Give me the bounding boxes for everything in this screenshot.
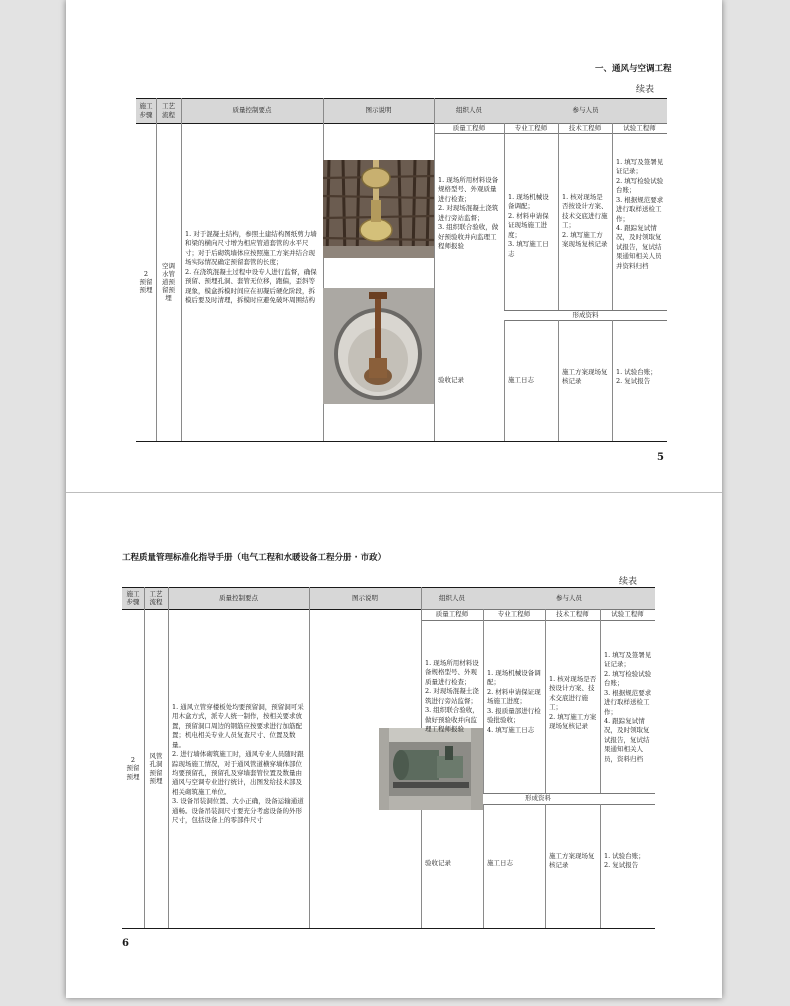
test-engineer-duties: 1. 填写及签署见证记录； 2. 填写检验试验台账； 3. 根据规范要求进行取样送检工作； 4. 跟踪复试情况，及时领取复试报告，复试结果通知相关人员并资料归档 <box>616 158 664 270</box>
table-col-line <box>309 587 310 928</box>
page-number: 6 <box>122 938 129 949</box>
form-record: 施工方案现场复核记录 <box>562 368 608 386</box>
header-professional-engineer: 专业工程师 <box>514 123 548 132</box>
page-divider <box>66 492 722 493</box>
technical-engineer-duties: 1. 核对现场是否按设计方案、技术交底进行施工； 2. 填写施工方案现场复核记录 <box>549 675 597 731</box>
page-number: 5 <box>657 452 664 463</box>
header-step: 施工 步骤 <box>139 102 153 119</box>
form-record: 施工日志 <box>487 859 513 867</box>
quality-table-top <box>136 98 667 443</box>
header-participants: 参与人员 <box>556 593 582 602</box>
header-process: 工艺 流程 <box>149 589 163 606</box>
process-cell: 空调 水管 道预 留预 埋 <box>162 261 175 303</box>
header-step: 施工 步骤 <box>126 589 140 606</box>
header-test-engineer: 试验工程师 <box>611 610 644 619</box>
header-professional-engineer: 专业工程师 <box>497 610 531 619</box>
form-record: 验收记录 <box>438 376 464 384</box>
header-illustration: 图示说明 <box>352 593 378 602</box>
step-cell: 2 预留 预埋 <box>126 756 140 781</box>
table-rule <box>421 620 655 621</box>
technical-engineer-duties: 1. 核对现场是否按设计方案、技术交底进行施工； 2. 填写施工方案现场复核记录 <box>562 193 608 249</box>
professional-engineer-duties: 1. 现场机械设备调配； 2. 材料申请保证现场施工进度； 3. 填写施工日志 <box>508 193 549 258</box>
step-cell: 2 预留 预埋 <box>139 269 153 295</box>
table-rule <box>136 441 667 442</box>
header-illustration: 图示说明 <box>365 106 392 115</box>
header-test-engineer: 试验工程师 <box>623 123 656 132</box>
header-technical-engineer: 技术工程师 <box>556 610 589 619</box>
continued-label: 续表 <box>619 577 638 587</box>
form-record: 1. 试验台账； 2. 复试报告 <box>604 852 645 870</box>
quality-engineer-duties: 1. 现场所用材料设备规格型号、外观质量进行检查； 2. 对现场混凝土浇筑进行旁站监督； 3. 组织联合验收，做好预验收并向监理工程师报验 <box>438 176 499 250</box>
header-quality-engineer: 质量工程师 <box>452 123 486 132</box>
test-engineer-duties: 1. 填写及签署见证记录； 2. 填写检验试验台账； 3. 根据规范要求进行取样送检工作； 4. 跟踪复试情况，及时领取复试报告，复试结果通知相关人员，资料归档 <box>604 651 652 763</box>
process-cell: 风管 孔洞 预留 预埋 <box>149 752 163 785</box>
control-points-text: 1. 对于混凝土结构，参照土建结构图纸剪力墙和梁的横向尺寸增为相应管道套管的水平尺寸；对于后砌筑墙体应按照施工方案并结合现场实际情况确定预留套管的长度； 2. 在浇筑混凝土过程中设专人进行监督，确保预留、预埋孔洞、套管无位移，跑偏，歪斜等现象，模盒拆模时间应在初凝后硬化阶段，拆模后要及时清理，拆模时应避免破坏周围结构 <box>185 230 317 304</box>
header-quality-engineer: 质量工程师 <box>435 610 469 619</box>
header-participants: 参与人员 <box>572 106 599 115</box>
pipe-sleeve-photo <box>323 288 434 404</box>
header-control-points: 质量控制要点 <box>232 106 272 115</box>
header-process: 工艺 流程 <box>162 102 175 119</box>
section-title: 一、通风与空调工程 <box>595 64 672 74</box>
table-col-line <box>434 98 435 441</box>
form-record: 1. 试验台账； 2. 复试报告 <box>616 368 657 386</box>
forms-header: 形成资料 <box>572 310 599 319</box>
table-rule <box>504 320 667 321</box>
continued-label: 续表 <box>636 85 655 95</box>
header-control-points: 质量控制要点 <box>219 593 258 602</box>
rebar-sleeve-photo <box>323 160 434 258</box>
document-sheet <box>66 0 722 998</box>
professional-engineer-duties: 1. 现场机械设备调配； 2. 材料申请保证现场施工进度； 3. 报质量部进行检验批验收； 4. 填写施工日志 <box>487 669 541 734</box>
quality-engineer-duties: 1. 现场所用材料设备规格型号、外观质量进行检查； 2. 对现场混凝土浇筑进行旁站监督； 3. 组织联合验收，做好预验收并向监理工程师报验 <box>425 659 479 733</box>
header-technical-engineer: 技术工程师 <box>568 123 602 132</box>
table-rule <box>122 928 655 929</box>
form-record: 施工日志 <box>508 376 534 384</box>
table-rule <box>434 133 667 134</box>
header-organizer: 组织人员 <box>456 106 482 115</box>
running-title: 工程质量管理标准化指导手册（电气工程和水暖设备工程分册 · 市政） <box>122 553 387 563</box>
header-organizer: 组织人员 <box>439 593 465 602</box>
form-record: 施工方案现场复核记录 <box>549 852 595 870</box>
quality-table-bottom <box>122 587 655 930</box>
control-points-text: 1. 通风立管穿楼板处均要预留洞，预留洞可采用木盒方式，派专人统一制作，按相关要求放置，预留洞口周边的钢筋应按要求进行加筋配置；机电相关专业人员复查尺寸、位置及数量。 2. 进行墙体砌筑施工时，通风专业人员随时跟踪现场施工情况，对于通风管道横穿墙体部位均要预留孔，预留孔及穿墙套管位置及数量由通风与空调专业进行统计，出图发给技术部及相关砌筑施工单位。 3. 设备吊装洞位置、大小正确，设备运输通道通畅。设备吊装洞尺寸要充分考虑设备的外形尺寸，包括设备上的零部件尺寸 <box>172 703 304 825</box>
forms-header: 形成资料 <box>525 794 551 803</box>
form-record: 验收记录 <box>425 859 451 867</box>
